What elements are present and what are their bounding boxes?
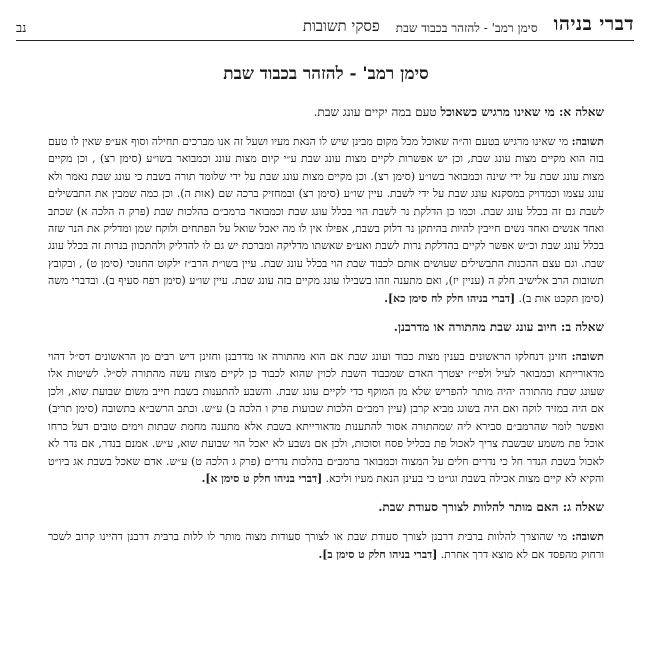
question-2 <box>48 319 604 336</box>
chapter-title: סימן רמב' - להזהר בכבוד שבת <box>223 64 429 84</box>
page-number: נב <box>16 21 27 36</box>
answer-2 <box>48 348 604 487</box>
question-2-label: שאלה ב: חיוב עונג שבת מהתורה או מדרבנן. <box>393 320 604 335</box>
question-3 <box>48 499 604 516</box>
running-header-right <box>303 13 634 36</box>
answer-1 <box>48 133 604 307</box>
answer-2-reference: [דברי בניהו חלק ט סימן א]. <box>201 471 323 485</box>
answer-1-label: תשובה: <box>571 135 604 148</box>
series-title: פסקי תשובות <box>302 17 380 35</box>
answer-3-body: מי שהוצרך להלוות ברבית דרבנן לצורך סעודת שבת או לצורך סעודות מצוה מותר לו ללות ברבית דרבנן דהיינו קרוב לשכר ורחוק מהפסד אם לא מוצא דרך אחרת. <box>48 530 604 561</box>
answer-3-label: תשובה: <box>571 530 604 544</box>
answer-3 <box>48 528 604 563</box>
answer-1-reference: [דברי בניהו חלק לח סימן כא]. <box>384 291 516 305</box>
question-3-label: שאלה ג: האם מותר להלוות לצורך סעודת שבת. <box>378 500 604 515</box>
running-header <box>16 6 634 41</box>
question-1-text: טעם במה יקיים עונג שבת. <box>313 105 441 119</box>
answer-2-label: תשובה: <box>571 350 604 364</box>
siman-title: סימן רמב' - להזהר בכבוד שבת <box>395 21 538 35</box>
page-content <box>48 62 604 650</box>
book-title: דברי בניהו <box>553 13 634 35</box>
answer-1-body: מי שאינו מרגיש בטעם וה״ה שאוכל מכל מקום מבינן שיש לו הנאת מעיו ושעל זה אנו מברכים תחילה וסוף אע״פ שאין לו טעם בזה הוא מקיים מצות עונג שבת, וכן יש אפשרות לקיים מצות עונג שבת ע״י קיום מצות עונג וכמבואר בשו״ע (סימן רצ) , וכן מקיים מצות עונג שבת על ידי שינה וכמבואר בשו״ע (סימן רצ). וכן מקיים מצות עונג שבת על ידי שלומד תורה בשבת כי עונג שבת נאמר ולא עונג עצמו וכמדויק במסקנא עונג שבת על ידי לשבת. עיין שו״ע (סימן רצ) ובמחזיק ברכה שם (אות ה). וכן כמה שמבין את התבשילים לשבת גם זה בכלל עונג שבת. וכמו כן הדלקת נר לשבת הוי בכלל עונג שבת וכמבואר ברמב״ם בהלכות שבת (פרק ה הלכה א) שכתב ואחד אנשים ואחד נשים חייבין להיות בהיתקן נר דלוק בשבת, אפילו אין לו מה יאכל שואל על הפתחים ולוקח שמן ומדליק את הנר שזה בכלל עונג שבת וכ״ש אפשר לקיים בהדלקת נרות לשבת ואע״פ שאשתו מדליקה ומברכת יש גם לו להדליק ולהתכוון בנרות זה בכלל עונג שבת. וגם עצם ההכנות התבשילים שעושים אותם לכבוד שבת הוי בכלל עונג שבת. עיין בשו״ת הרב״ז ילקוט החנוכי (סימן ט) , ובקובץ תשובות הרב אלישיב חלק ה (עניין יז), ואם מתענה וזהו בשבילו עונג מקיים בזה עונג שבת. עיין שו״ע (סימן רפח סעיף ב). ובדברי משה (סימן תקכט אות ב). <box>48 135 604 305</box>
question-1-label: שאלה א: מי שאינו מרגיש כשאוכל <box>440 105 604 119</box>
question-1 <box>48 104 604 121</box>
answer-3-reference: [דברי בניהו חלק ט סימן ב]. <box>318 547 438 561</box>
answer-2-body: חזינן דנחלקו הראשונים בענין מצות כבוד ועונג שבת אם הוא מהתורה או מדרבנן וחזינן דיש רבים מן הראשונים דס״ל דהוי מדאורייתא וכמבואר לעיל ולפי״ז יצטרך האדם שמכבוד השבת לכוין שהוא לכבוד כן לקיים מצות עשה מהתורה לס״ל. לשיטות אלו שעונג שבת מהתורה יהיה מותר להפריש שלא מן המוקף כדי לקיים עונג שבת. והשבע להתענות בשבת חייב משום שבועת שוא, ולכן אם היה במזיד לוקה ואם היה בשוגג מביא קרבן (עיין רמב״ם הלכות שבועות פרק ו הלכה ב) ע״ש. וכתב הרשב״א בתשובה (סימן תריב) ואפשר לומר שהרמב״ם סבירא ליה שמהתורה אסור להתענות מדאורייתא בשבת אלא מתענה מחמת שבתות וימים טובים דעל כרחו אוכל פת משמע שבשבת צריך לאכול פת בכליל פסח וסוכות, ולכן אם נשבע לא יאכל הוי שבועת שוא, ע״ש. אמנם בנדר, אם נדר לא לאכול בשבת הנדר חל כי נדרים חלים על המצוה וכמבואר ברמב״ם בהלכות נדרים (פרק ג הלכה ט) ע״ש. אדם שאכל בשבת אג ביו״ט והקיא לא קיים מצות אכילה בשבת וגו״ט כי בעינן הנאת מעיו וליכא. <box>48 350 604 485</box>
